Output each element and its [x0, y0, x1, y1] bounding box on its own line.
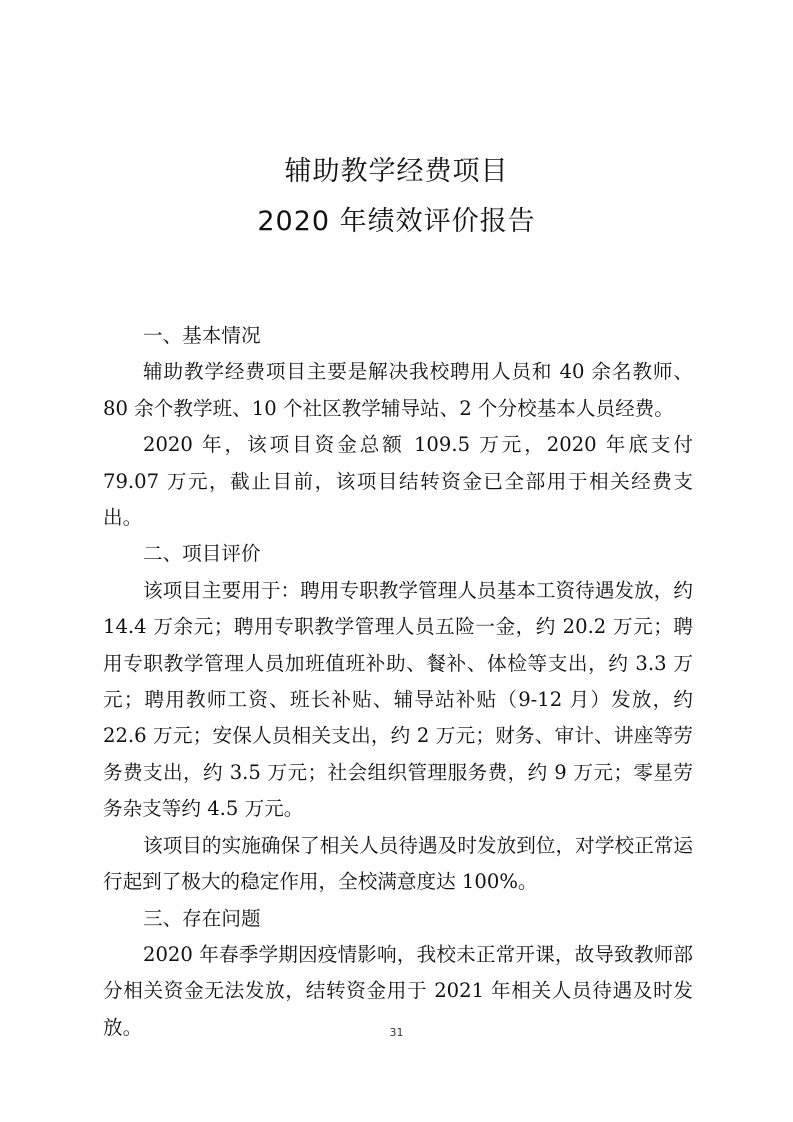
- paragraph: 2020 年，该项目资金总额 109.5 万元，2020 年底支付 79.07 万元，截止目前，该项目结转资金已全部用于相关经费支出。: [103, 433, 693, 530]
- section-heading-basic-info: 一、基本情况: [143, 324, 261, 347]
- page-number: 31: [389, 1026, 404, 1039]
- document-title-line-1: 辅助教学经费项目: [284, 156, 509, 187]
- document-title-line-2: 2020 年绩效评价报告: [257, 206, 536, 237]
- paragraph: 该项目的实施确保了相关人员待遇及时发放到位，对学校正常运行起到了极大的稳定作用，全校满意度达 100%。: [103, 833, 693, 894]
- section-heading-project-evaluation: 二、项目评价: [143, 542, 261, 566]
- document-body: [103, 318, 693, 1046]
- paragraph: 该项目主要用于：聘用专职教学管理人员基本工资待遇发放，约 14.4 万余元；聘用专职教学管理人员五险一金，约 20.2 万元；聘用专职教学管理人员加班值班补助、餐补、体检等支出，约 3.3 万元；聘用教师工资、班长补贴、辅导站补贴（9-12 月）发放，约 22.6 万元；安保人员相关支出，约 2 万元；财务、审计、讲座等劳务费支出，约 3.5 万元；社会组织管理服务费，约 9 万元；零星劳务杂支等约 4.5 万元。: [103, 578, 693, 821]
- paragraph: 辅助教学经费项目主要是解决我校聘用人员和 40 余名教师、80 余个教学班、10 个社区教学辅导站、2 个分校基本人员经费。: [103, 360, 693, 420]
- section-heading-existing-problems: 三、存在问题: [143, 906, 261, 930]
- paragraph: 2020 年春季学期因疫情影响，我校未正常开课，故导致教师部分相关资金无法发放，结转资金用于 2021 年相关人员待遇及时发放。: [103, 942, 693, 1039]
